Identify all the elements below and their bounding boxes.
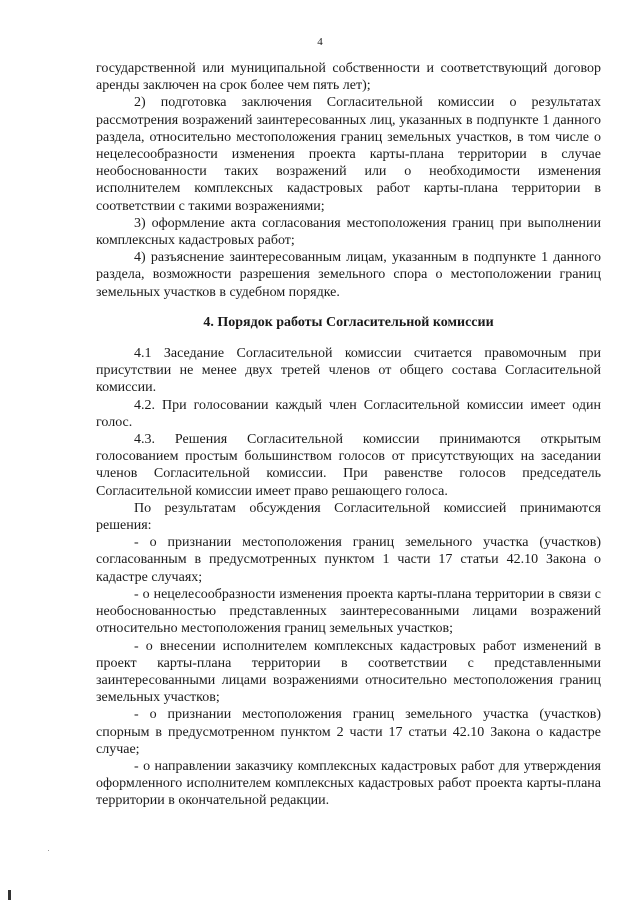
scan-edge-mark [8, 890, 11, 900]
decision-item: - о признании местоположения границ земельного участка (участков) согласованным в предусмотренных пунктом 1 части 17 статьи 42.10 Закона о кадастре случаях; [96, 535, 601, 585]
clause-4-3: 4.3. Решения Согласительной комиссии принимаются открытым голосованием простым большинством голосов от присутствующих на заседании членов Согласительной комиссии. При равенстве голосов председатель Согласительной комиссии имеет право решающего голоса. [96, 432, 601, 499]
decision-item: - о нецелесообразности изменения проекта карты-плана территории в связи с необоснованностью представленных заинтересованными лицами возражений относительно местоположения границ земельных участков; [96, 586, 601, 637]
clause-4-1: 4.1 Заседание Согласительной комиссии считается правомочным при присутствии не менее двух третей членов от общего состава Согласительной комиссии. [96, 346, 601, 396]
document-body [96, 60, 601, 810]
decision-item: - о признании местоположения границ земельного участка (участков) спорным в предусмотренном пунктом 2 части 17 статьи 42.10 Закона о кадастре случае; [96, 707, 601, 757]
page-number: 4 [317, 36, 323, 48]
section-heading: 4. Порядок работы Согласительной комиссии [203, 314, 494, 330]
decision-item: - о направлении заказчику комплексных кадастровых работ для утверждения оформленного исполнителем комплексных кадастровых работ проекта карты-плана территории в окончательной редакции. [96, 758, 601, 809]
list-item-2: 2) подготовка заключения Согласительной комиссии о результатах рассмотрения возражений заинтересованных лиц, указанных в подпункте 1 данного раздела, относительно местоположения границ земельных участков, в том числе о нецелесообразности изменения проекта карты-плана территории в случае необоснованности таких возражений или о необходимости изменения исполнителем комплексных кадастровых работ карты-плана территории в соответствии с такими возражениями; [96, 95, 601, 214]
scan-speck [48, 850, 49, 851]
list-item-3: 3) оформление акта согласования местоположения границ при выполнении комплексных кадастровых работ; [96, 215, 601, 249]
paragraph-continuation: государственной или муниципальной собственности и соответствующий договор аренды заключен на срок более чем пять лет); [96, 61, 601, 94]
list-item-4: 4) разъяснение заинтересованным лицам, указанным в подпункте 1 данного раздела, возможности разрешения земельного спора о местоположении границ земельных участков в судебном порядке. [96, 250, 601, 300]
decisions-intro: По результатам обсуждения Согласительной комиссией принимаются решения: [96, 500, 601, 534]
decision-item: - о внесении исполнителем комплексных кадастровых работ изменений в проект карты-плана территории в соответствии с представленными заинтересованными лицами возражениями относительно местоположения границ земельных участков; [96, 638, 601, 706]
clause-4-2: 4.2. При голосовании каждый член Согласительной комиссии имеет один голос. [96, 397, 601, 430]
